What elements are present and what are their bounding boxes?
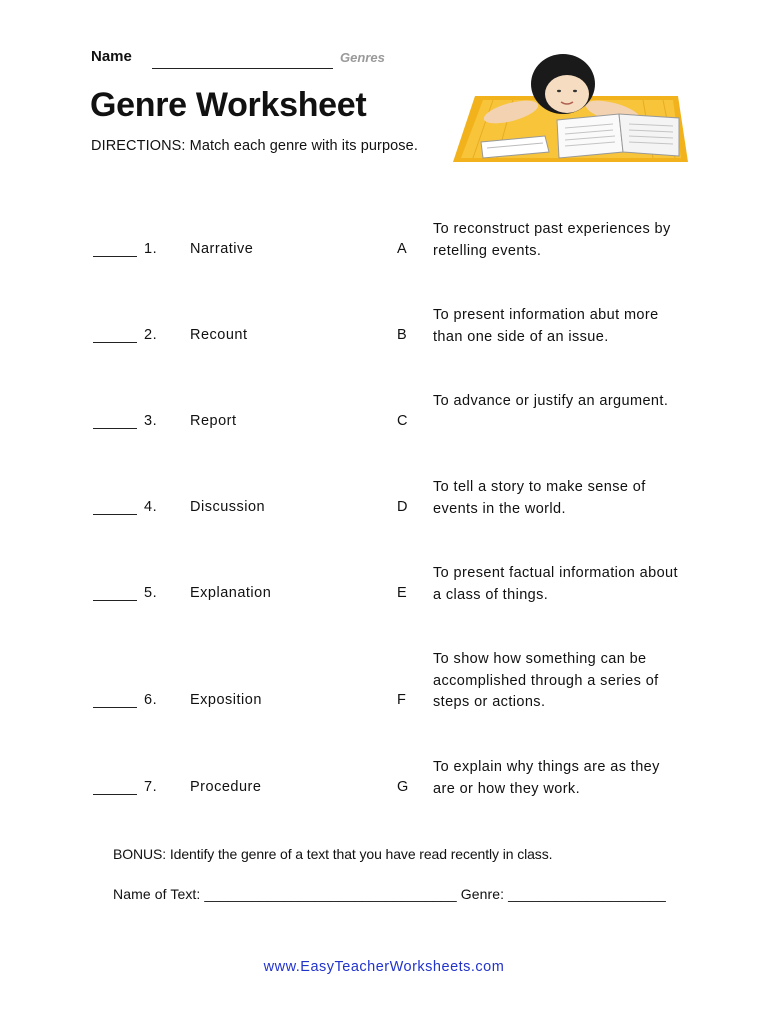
- genre-name: Explanation: [190, 584, 272, 601]
- name-blank-line[interactable]: [152, 68, 333, 69]
- bonus-answer-line[interactable]: Name of Text: ________________________________ Genre: ____________________: [113, 886, 666, 902]
- bonus-instructions: BONUS: Identify the genre of a text that you have read recently in class.: [113, 846, 553, 862]
- purpose-text: To show how something can be accomplished through a series of steps or actions.: [433, 651, 659, 710]
- purpose-letter: C: [397, 412, 408, 429]
- subject-label: Genres: [340, 50, 385, 65]
- answer-blank[interactable]: [93, 342, 137, 343]
- purpose-letter: D: [397, 498, 408, 515]
- item-number: 6.: [144, 692, 158, 708]
- page-title: Genre Worksheet: [90, 86, 367, 124]
- genre-name: Recount: [190, 326, 248, 343]
- answer-blank[interactable]: [93, 794, 137, 795]
- answer-blank[interactable]: [93, 600, 137, 601]
- purpose-text: To advance or justify an argument.: [433, 393, 669, 409]
- directions: DIRECTIONS: Match each genre with its purpose.: [91, 138, 418, 154]
- purpose-text: To explain why things are as they are or how they work.: [433, 759, 660, 797]
- item-number: 7.: [144, 778, 158, 795]
- name-label: Name: [91, 48, 132, 65]
- answer-blank[interactable]: [93, 707, 137, 708]
- item-number: 1.: [144, 240, 158, 257]
- genre-name: Procedure: [190, 778, 262, 795]
- answer-blank[interactable]: [93, 256, 137, 257]
- answer-blank[interactable]: [93, 514, 137, 515]
- purpose-letter: A: [397, 240, 407, 257]
- item-number: 3.: [144, 412, 158, 429]
- item-number: 4.: [144, 498, 158, 515]
- purpose-text: To tell a story to make sense of events in the world.: [433, 479, 646, 517]
- genre-name: Narrative: [190, 240, 254, 257]
- purpose-letter: E: [397, 584, 407, 601]
- footer-link[interactable]: www.EasyTeacherWorksheets.com: [263, 959, 505, 975]
- purpose-text: To present information abut more than one side of an issue.: [433, 307, 659, 345]
- genre-name: Report: [190, 412, 237, 429]
- genre-name: Exposition: [190, 692, 262, 708]
- purpose-letter: B: [397, 326, 407, 343]
- girl-reading-book-illustration: [453, 54, 688, 171]
- purpose-text: To reconstruct past experiences by retelling events.: [433, 221, 671, 259]
- purpose-letter: F: [397, 692, 406, 708]
- purpose-letter: G: [397, 778, 409, 795]
- purpose-text: To present factual information about a class of things.: [433, 565, 678, 603]
- item-number: 2.: [144, 326, 158, 343]
- item-number: 5.: [144, 584, 158, 601]
- genre-name: Discussion: [190, 498, 266, 515]
- answer-blank[interactable]: [93, 428, 137, 429]
